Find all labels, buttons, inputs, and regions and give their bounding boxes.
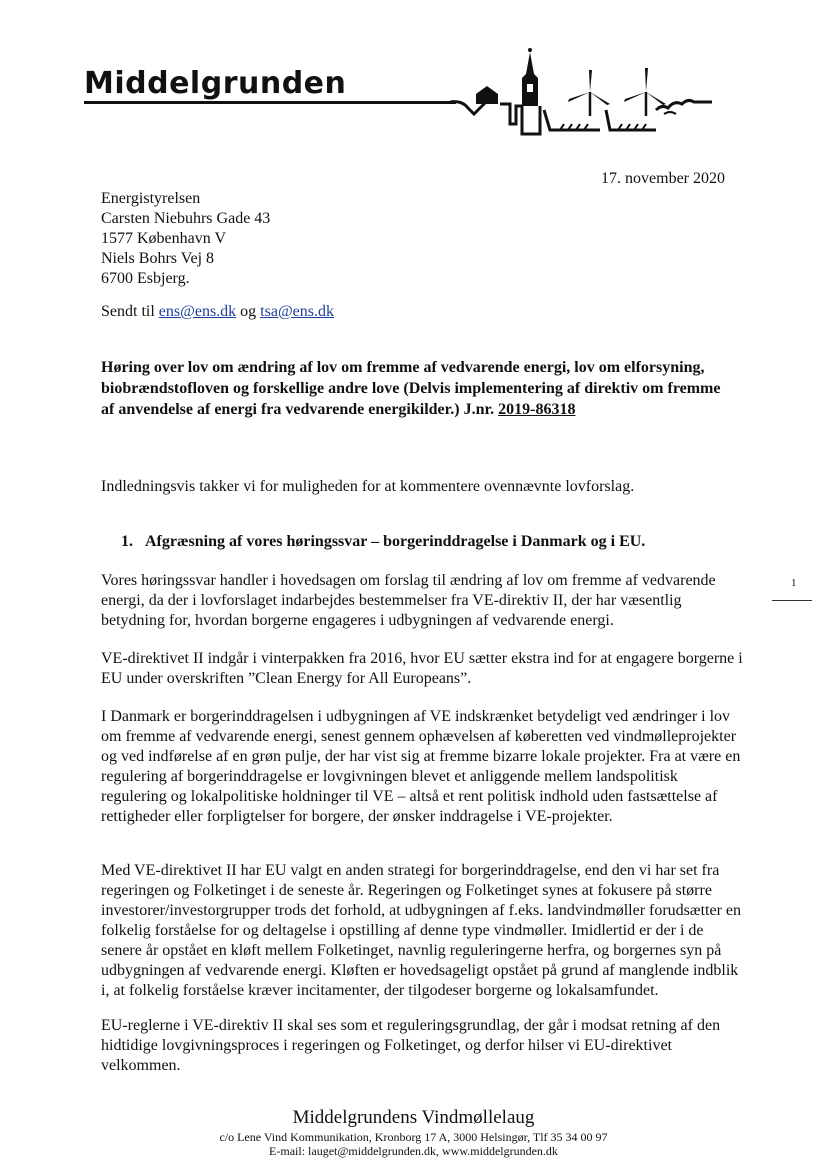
section-title: Afgræsning af vores høringssvar – borgerinddragelse i Danmark og i EU. bbox=[145, 533, 646, 550]
address-line: 6700 Esbjerg. bbox=[101, 270, 190, 287]
footnote-rule bbox=[772, 600, 812, 601]
footer-organization: Middelgrundens Vindmøllelaug bbox=[292, 1107, 535, 1128]
body-paragraph: VE-direktivet II indgår i vinterpakken fra 2016, hvor EU sætter ekstra ind for at engagere borgerne i EU under overskriften ”Clean Energy for All Europeans”. bbox=[101, 650, 743, 687]
sent-prefix: Sendt til bbox=[101, 303, 159, 320]
sent-conjunction: og bbox=[236, 303, 261, 320]
body-paragraph: Vores høringssvar handler i hovedsagen om forslag til ændring af lov om fremme af vedvarende energi, da der i lovforslaget indarbejdes bestemmelser fra VE-direktiv II, der har væsentlig betydning for, hvordan borgerne engageres i udbygningen af vedvarende energi. bbox=[101, 572, 716, 629]
intro-paragraph: Indledningsvis takker vi for muligheden for at kommentere ovennævnte lovforslag. bbox=[101, 478, 635, 495]
email-link-ens[interactable]: ens@ens.dk bbox=[158, 303, 237, 320]
recipient-address bbox=[101, 189, 270, 289]
footer-contact: E-mail: lauget@middelgrunden.dk, www.middelgrunden.dk bbox=[269, 1144, 558, 1158]
address-line: Niels Bohrs Vej 8 bbox=[101, 250, 215, 267]
section-number: 1. bbox=[121, 533, 133, 550]
section-heading bbox=[121, 533, 645, 551]
body-paragraph: EU-reglerne i VE-direktiv II skal ses som et reguleringsgrundlag, der går i modsat retning af den hidtidige lovgivningsproces i regeringen og Folketinget, og derfor hilser vi EU-direktivet velkommen. bbox=[101, 1017, 721, 1074]
logo-wordmark: Middelgrunden bbox=[84, 66, 347, 101]
letter-subject bbox=[101, 357, 731, 420]
sent-to-line bbox=[101, 303, 334, 321]
logo-underline bbox=[84, 101, 456, 104]
body-paragraph: Med VE-direktivet II har EU valgt en anden strategi for borgerinddragelse, end den vi har set fra regeringen og Folketinget i de seneste år. Regeringen og Folketinget synes at fokusere på større investorer/investorgrupper trods det forhold, at udbygningen af f.eks. landvindmøller forudsætter en folkelig forståelse for og deltagelse i opstilling af denne type vindmøller. Imidlertid er der i de senere år opstået en kløft mellem Folketinget, navnlig reguleringerne herfra, og borgernes syn på udbygningen af vedvarende energi. Kløften er hovedsageligt opstået på grund af manglende indblik i, at folkelig forståelse kræver incitamenter, der tilgodeser borgerne og lokalsamfundet. bbox=[101, 862, 741, 999]
letter-date: 17. november 2020 bbox=[601, 170, 725, 187]
journal-number: 2019-86318 bbox=[498, 401, 576, 418]
address-line: Carsten Niebuhrs Gade 43 bbox=[101, 210, 271, 227]
subject-text: Høring over lov om ændring af lov om fremme af vedvarende energi, lov om elforsyning, biobrændstofloven og forskellige andre love (Delvis implementering af direktiv om fremme af anvendelse af energi fra vedvarende energikilder.) J.nr. bbox=[101, 359, 721, 418]
footnote-marker: 1 bbox=[791, 577, 797, 589]
body-paragraph: I Danmark er borgerinddragelsen i udbygningen af VE indskrænket betydeligt ved ændringer i lov om fremme af vedvarende energi, senest gennem ophævelsen af køberetten ved vindmølleprojekter og ved indførelse af en grøn pulje, der har vist sig at fremme bizarre lokale projekter. Fra at være en regulering af borgerinddragelse er lovgivningen blevet et anliggende mellem landspolitisk regulering og lokalpolitiske holdninger til VE – altså et rent politisk indhold uden fastsættelse af rettigheder eller forpligtelser for borgere, der ønsker inddragelse i VE-projekter. bbox=[101, 708, 741, 825]
address-line: 1577 København V bbox=[101, 230, 227, 247]
footer-address: c/o Lene Vind Kommunikation, Kronborg 17 A, 3000 Helsingør, Tlf 35 34 00 97 bbox=[219, 1130, 608, 1144]
address-line: Energistyrelsen bbox=[101, 190, 201, 207]
email-link-tsa[interactable]: tsa@ens.dk bbox=[260, 303, 335, 320]
windmill-church-logo-icon bbox=[450, 44, 740, 140]
